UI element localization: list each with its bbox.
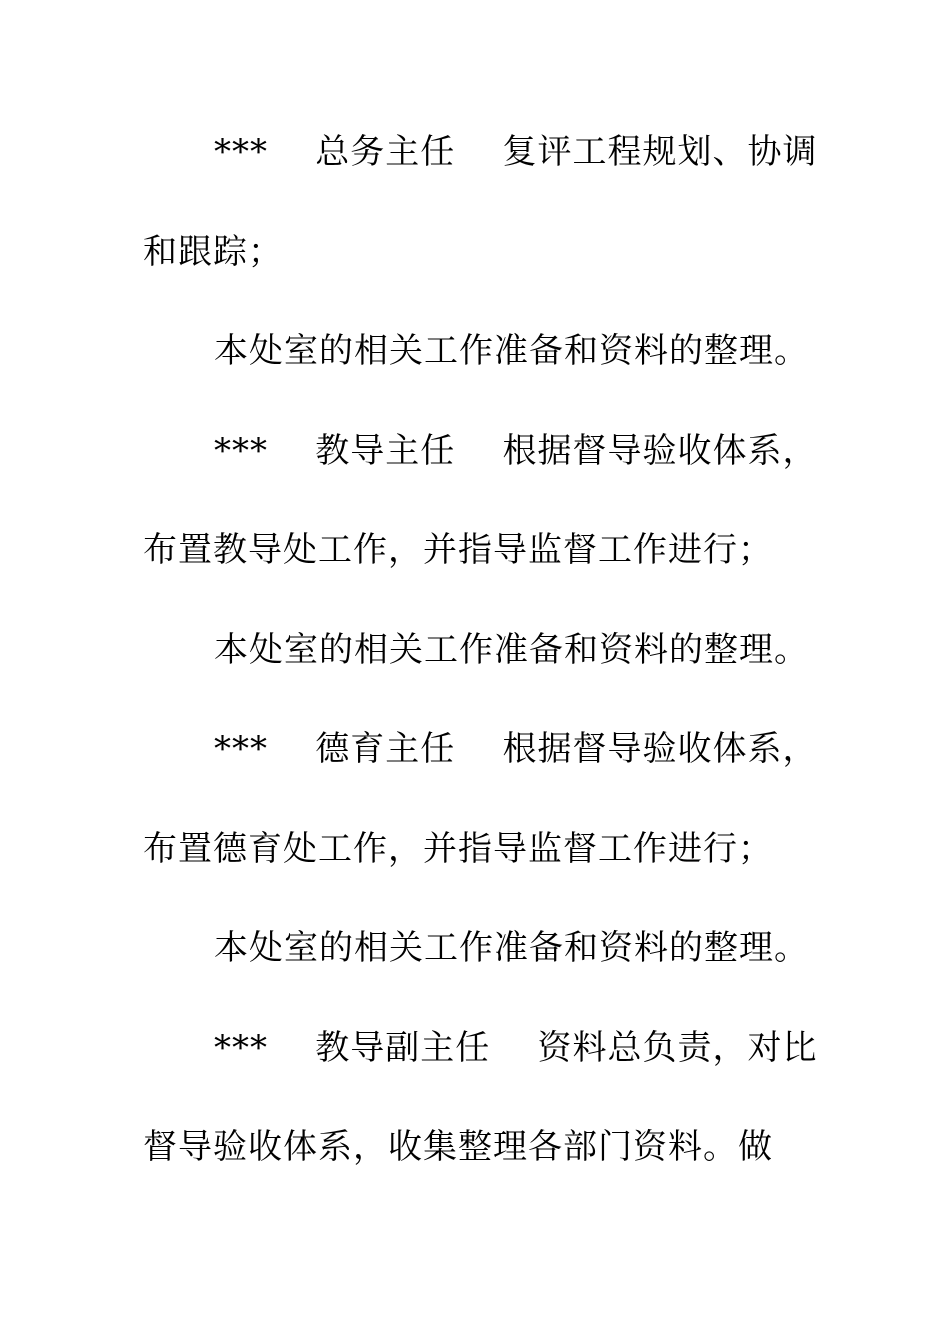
- text-line: 本处室的相关工作准备和资料的整理。: [214, 928, 809, 968]
- text-line: 布置德育处工作，并指导监督工作进行；: [143, 829, 773, 869]
- text-line: *** 德育主任 根据督导验收体系，: [214, 729, 818, 769]
- text-line: 本处室的相关工作准备和资料的整理。: [214, 331, 809, 371]
- text-line: 督导验收体系，收集整理各部门资料。做: [143, 1127, 773, 1167]
- text-line: *** 教导副主任 资料总负责，对比: [214, 1028, 818, 1068]
- text-line: *** 教导主任 根据督导验收体系，: [214, 431, 818, 471]
- text-line: 本处室的相关工作准备和资料的整理。: [214, 630, 809, 670]
- text-line: *** 总务主任 复评工程规划、协调: [214, 132, 818, 172]
- text-line: 和跟踪；: [143, 232, 283, 272]
- text-line: 布置教导处工作，并指导监督工作进行；: [143, 530, 773, 570]
